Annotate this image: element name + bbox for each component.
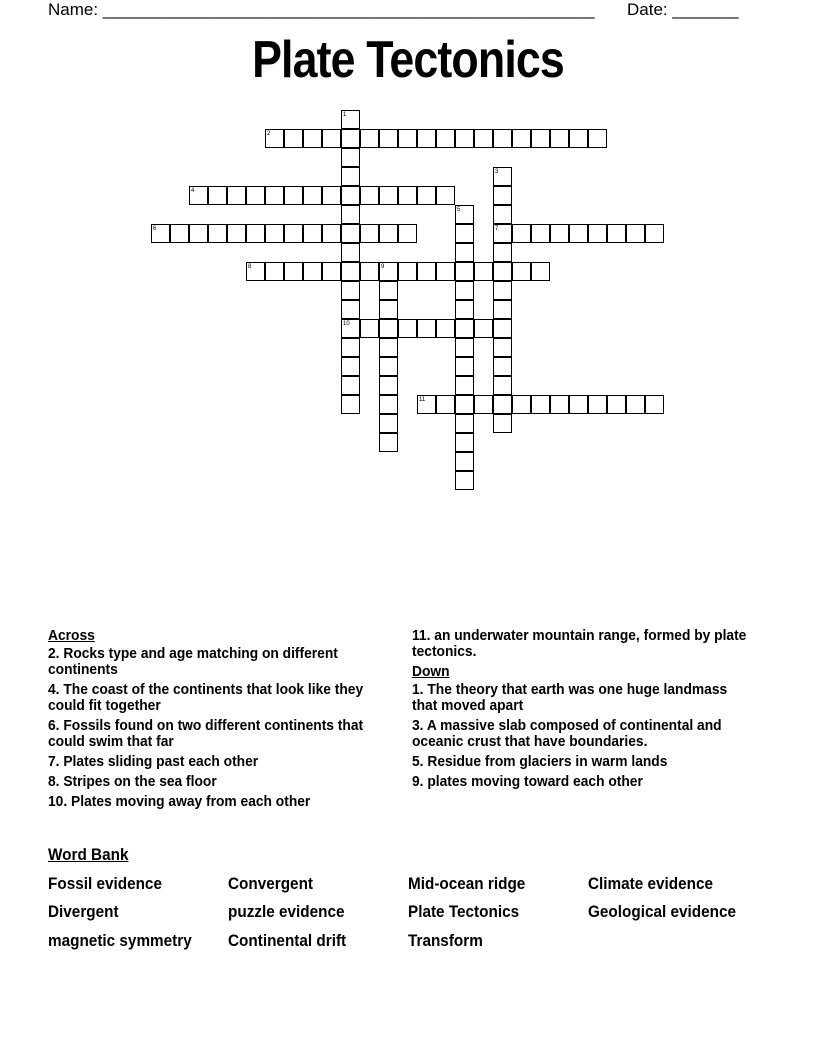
- crossword-cell[interactable]: [341, 186, 360, 205]
- crossword-cell[interactable]: [645, 224, 664, 243]
- crossword-cell[interactable]: [417, 319, 436, 338]
- word-bank-item: Mid-ocean ridge: [408, 874, 526, 893]
- crossword-cell[interactable]: [607, 224, 626, 243]
- crossword-cell[interactable]: [493, 319, 512, 338]
- crossword-cell[interactable]: [189, 224, 208, 243]
- crossword-cell[interactable]: [626, 224, 645, 243]
- clues-left-column: [48, 628, 388, 814]
- crossword-cell[interactable]: [512, 395, 531, 414]
- crossword-cell[interactable]: [341, 281, 360, 300]
- crossword-cell[interactable]: [379, 186, 398, 205]
- clue-across-11: 11. an underwater mountain range, formed by plate tectonics.: [412, 627, 747, 660]
- crossword-cell[interactable]: [398, 262, 417, 281]
- crossword-cell[interactable]: [322, 129, 341, 148]
- crossword-cell[interactable]: [341, 167, 360, 186]
- crossword-cell[interactable]: [493, 243, 512, 262]
- clue-down-1: 1. The theory that earth was one huge landmass that moved apart: [412, 681, 728, 714]
- crossword-cell[interactable]: [360, 262, 379, 281]
- crossword-cell[interactable]: [341, 357, 360, 376]
- crossword-cell[interactable]: [531, 224, 550, 243]
- clue-across-7: 7. Plates sliding past each other: [48, 753, 259, 770]
- clue-number: 9: [381, 264, 385, 270]
- crossword-cell[interactable]: [189, 186, 208, 205]
- crossword-cell[interactable]: [550, 395, 569, 414]
- crossword-cell[interactable]: [493, 376, 512, 395]
- word-bank-item: Transform: [408, 931, 483, 950]
- crossword-cell[interactable]: [474, 129, 493, 148]
- crossword-cell[interactable]: [455, 414, 474, 433]
- clue-down-3: 3. A massive slab composed of continental and oceanic crust that have boundaries.: [412, 717, 722, 750]
- crossword-cell[interactable]: [531, 129, 550, 148]
- crossword-cell[interactable]: [607, 395, 626, 414]
- crossword-cell[interactable]: [341, 319, 360, 338]
- crossword-cell[interactable]: [455, 357, 474, 376]
- crossword-cell[interactable]: [246, 224, 265, 243]
- crossword-cell[interactable]: [341, 338, 360, 357]
- crossword-cell[interactable]: [436, 262, 455, 281]
- crossword-cell[interactable]: [455, 243, 474, 262]
- crossword-cell[interactable]: [531, 395, 550, 414]
- crossword-cell[interactable]: [379, 281, 398, 300]
- crossword-cell[interactable]: [455, 224, 474, 243]
- crossword-cell[interactable]: [398, 186, 417, 205]
- crossword-cell[interactable]: [341, 110, 360, 129]
- crossword-cell[interactable]: [588, 224, 607, 243]
- crossword-cell[interactable]: [208, 224, 227, 243]
- clue-across-4: 4. The coast of the continents that look like they could fit together: [48, 681, 364, 714]
- crossword-cell[interactable]: [208, 186, 227, 205]
- crossword-cell[interactable]: [417, 129, 436, 148]
- crossword-cell[interactable]: [493, 357, 512, 376]
- crossword-cell[interactable]: [303, 186, 322, 205]
- crossword-cell[interactable]: [455, 319, 474, 338]
- crossword-cell[interactable]: [341, 300, 360, 319]
- crossword-cell[interactable]: [455, 433, 474, 452]
- crossword-cell[interactable]: [455, 205, 474, 224]
- crossword-cell[interactable]: [360, 186, 379, 205]
- crossword-cell[interactable]: [379, 129, 398, 148]
- crossword-cell[interactable]: [455, 452, 474, 471]
- crossword-cell[interactable]: [379, 395, 398, 414]
- crossword-cell[interactable]: [303, 262, 322, 281]
- crossword-cell[interactable]: [493, 205, 512, 224]
- crossword-cell[interactable]: [569, 224, 588, 243]
- crossword-cell[interactable]: [341, 262, 360, 281]
- crossword-cell[interactable]: [455, 300, 474, 319]
- name-field: Name: ____________________________________________________: [48, 0, 595, 19]
- crossword-cell[interactable]: [417, 262, 436, 281]
- clue-number: 10: [343, 321, 350, 327]
- crossword-cell[interactable]: [379, 319, 398, 338]
- crossword-cell[interactable]: [550, 129, 569, 148]
- crossword-cell[interactable]: [341, 129, 360, 148]
- crossword-cell[interactable]: [265, 262, 284, 281]
- crossword-cell[interactable]: [455, 395, 474, 414]
- clue-number: 5: [457, 207, 461, 213]
- crossword-cell[interactable]: [227, 224, 246, 243]
- crossword-cell[interactable]: [284, 186, 303, 205]
- clue-number: 4: [191, 188, 195, 194]
- crossword-cell[interactable]: [645, 395, 664, 414]
- crossword-cell[interactable]: [322, 262, 341, 281]
- crossword-cell[interactable]: [436, 319, 455, 338]
- word-bank-item: Geological evidence: [588, 902, 736, 921]
- crossword-cell[interactable]: [474, 395, 493, 414]
- clue-number: 3: [495, 169, 499, 175]
- crossword-cell[interactable]: [455, 262, 474, 281]
- crossword-cell[interactable]: [493, 186, 512, 205]
- clue-across-8: 8. Stripes on the sea floor: [48, 773, 217, 790]
- crossword-cell[interactable]: [379, 376, 398, 395]
- crossword-cell[interactable]: [436, 129, 455, 148]
- crossword-cell[interactable]: [360, 319, 379, 338]
- crossword-cell[interactable]: [531, 262, 550, 281]
- crossword-cell[interactable]: [284, 224, 303, 243]
- crossword-cell[interactable]: [569, 129, 588, 148]
- crossword-cell[interactable]: [493, 300, 512, 319]
- crossword-cell[interactable]: [398, 224, 417, 243]
- crossword-cell[interactable]: [569, 395, 588, 414]
- word-bank-item: Climate evidence: [588, 874, 714, 893]
- word-bank-item: Plate Tectonics: [408, 902, 520, 921]
- clues-right-column: [412, 628, 752, 794]
- crossword-grid: [0, 0, 816, 520]
- clue-number: 7: [495, 226, 499, 232]
- crossword-cell[interactable]: [379, 433, 398, 452]
- crossword-cell[interactable]: [341, 395, 360, 414]
- crossword-cell[interactable]: [246, 186, 265, 205]
- crossword-cell[interactable]: [493, 281, 512, 300]
- crossword-cell[interactable]: [417, 395, 436, 414]
- crossword-cell[interactable]: [341, 205, 360, 224]
- crossword-cell[interactable]: [341, 224, 360, 243]
- crossword-cell[interactable]: [493, 224, 512, 243]
- crossword-cell[interactable]: [455, 471, 474, 490]
- word-bank-item: Divergent: [48, 902, 119, 921]
- date-field: Date: _______: [627, 0, 739, 19]
- crossword-cell[interactable]: [379, 338, 398, 357]
- clue-number: 6: [153, 226, 157, 232]
- crossword-cell[interactable]: [474, 262, 493, 281]
- crossword-cell[interactable]: [170, 224, 189, 243]
- clue-number: 11: [419, 397, 426, 403]
- word-bank-item: magnetic symmetry: [48, 931, 192, 950]
- crossword-cell[interactable]: [303, 129, 322, 148]
- crossword-cell[interactable]: [455, 376, 474, 395]
- word-bank-item: Convergent: [228, 874, 314, 893]
- crossword-cell[interactable]: [151, 224, 170, 243]
- crossword-cell[interactable]: [512, 262, 531, 281]
- clue-down-5: 5. Residue from glaciers in warm lands: [412, 753, 668, 770]
- clue-across-2: 2. Rocks type and age matching on different continents: [48, 645, 338, 678]
- crossword-cell[interactable]: [265, 186, 284, 205]
- word-bank-heading: Word Bank: [48, 845, 129, 864]
- crossword-cell[interactable]: [493, 338, 512, 357]
- crossword-cell[interactable]: [626, 395, 645, 414]
- crossword-cell[interactable]: [588, 395, 607, 414]
- crossword-cell[interactable]: [493, 262, 512, 281]
- crossword-cell[interactable]: [379, 224, 398, 243]
- crossword-cell[interactable]: [436, 395, 455, 414]
- crossword-cell[interactable]: [493, 395, 512, 414]
- crossword-cell[interactable]: [341, 376, 360, 395]
- crossword-cell[interactable]: [322, 224, 341, 243]
- across-heading: Across: [48, 627, 95, 644]
- crossword-cell[interactable]: [341, 148, 360, 167]
- crossword-cell[interactable]: [360, 129, 379, 148]
- crossword-cell[interactable]: [550, 224, 569, 243]
- page-title: Plate Tectonics: [252, 31, 564, 89]
- crossword-cell[interactable]: [360, 224, 379, 243]
- clue-number: 1: [343, 112, 347, 118]
- crossword-cell[interactable]: [493, 414, 512, 433]
- crossword-cell[interactable]: [455, 338, 474, 357]
- crossword-cell[interactable]: [284, 262, 303, 281]
- crossword-cell[interactable]: [474, 319, 493, 338]
- crossword-cell[interactable]: [322, 186, 341, 205]
- word-bank-item: Fossil evidence: [48, 874, 162, 893]
- crossword-cell[interactable]: [512, 129, 531, 148]
- crossword-cell[interactable]: [512, 224, 531, 243]
- crossword-cell[interactable]: [493, 167, 512, 186]
- crossword-cell[interactable]: [379, 300, 398, 319]
- crossword-cell[interactable]: [398, 319, 417, 338]
- crossword-cell[interactable]: [341, 243, 360, 262]
- clue-number: 8: [248, 264, 252, 270]
- word-bank-item: Continental drift: [228, 931, 347, 950]
- crossword-cell[interactable]: [588, 129, 607, 148]
- crossword-cell[interactable]: [284, 129, 303, 148]
- crossword-cell[interactable]: [398, 129, 417, 148]
- crossword-cell[interactable]: [455, 129, 474, 148]
- crossword-cell[interactable]: [417, 186, 436, 205]
- word-bank-item: puzzle evidence: [228, 902, 345, 921]
- down-heading: Down: [412, 663, 450, 680]
- crossword-cell[interactable]: [303, 224, 322, 243]
- crossword-cell[interactable]: [436, 186, 455, 205]
- clue-down-9: 9. plates moving toward each other: [412, 773, 643, 790]
- crossword-cell[interactable]: [379, 262, 398, 281]
- crossword-cell[interactable]: [379, 414, 398, 433]
- crossword-cell[interactable]: [246, 262, 265, 281]
- clue-across-6: 6. Fossils found on two different continents that could swim that far: [48, 717, 364, 750]
- crossword-cell[interactable]: [265, 224, 284, 243]
- crossword-cell[interactable]: [493, 129, 512, 148]
- crossword-cell[interactable]: [455, 281, 474, 300]
- clue-across-10: 10. Plates moving away from each other: [48, 793, 311, 810]
- crossword-cell[interactable]: [227, 186, 246, 205]
- clue-number: 2: [267, 131, 271, 137]
- crossword-cell[interactable]: [265, 129, 284, 148]
- crossword-cell[interactable]: [379, 357, 398, 376]
